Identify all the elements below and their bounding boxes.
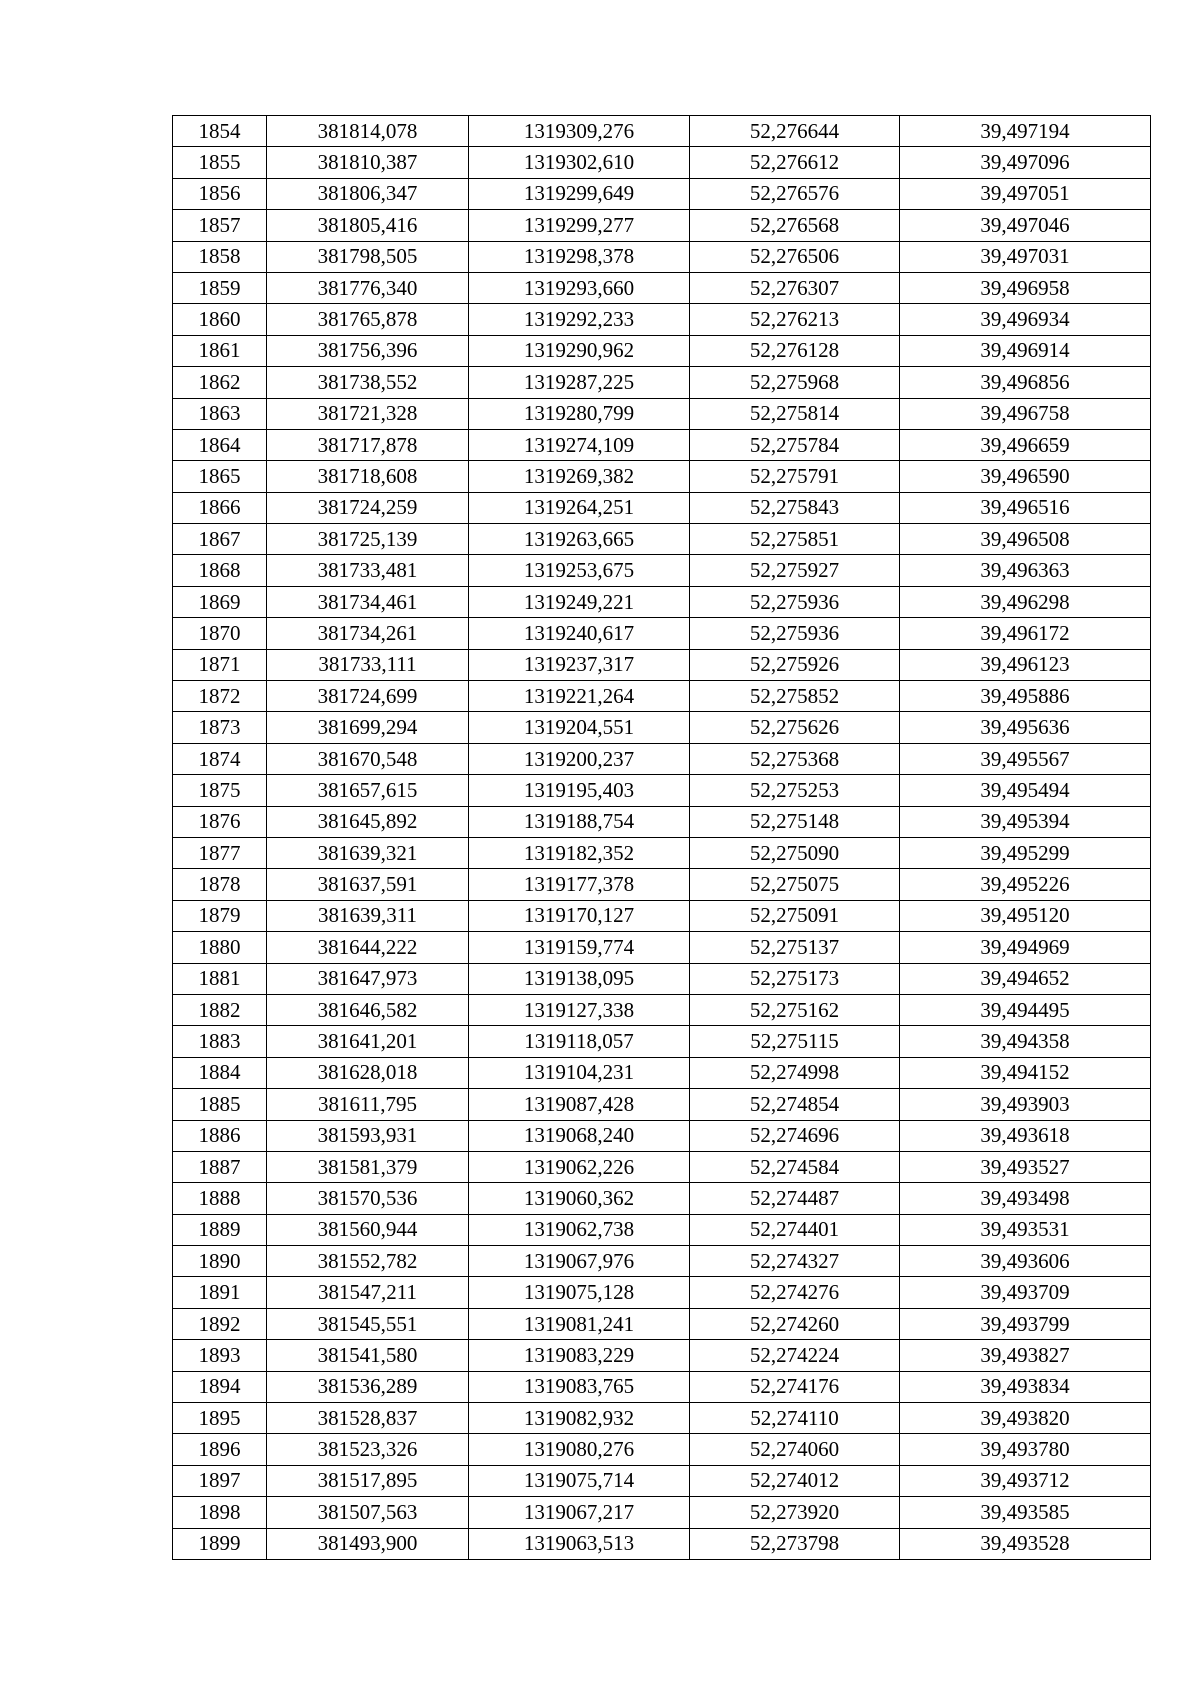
longitude-cell: 39,494358: [900, 1026, 1151, 1057]
y-coordinate-cell: 1319127,338: [469, 994, 690, 1025]
longitude-cell: 39,494652: [900, 963, 1151, 994]
longitude-cell: 39,493618: [900, 1120, 1151, 1151]
table-row: [173, 1497, 1151, 1528]
longitude-cell: 39,496508: [900, 524, 1151, 555]
x-coordinate-cell: 381718,608: [267, 461, 469, 492]
y-coordinate-cell: 1319087,428: [469, 1089, 690, 1120]
longitude-cell: 39,493827: [900, 1340, 1151, 1371]
longitude-cell: 39,496914: [900, 335, 1151, 366]
latitude-cell: 52,275090: [690, 837, 900, 868]
x-coordinate-cell: 381724,259: [267, 492, 469, 523]
x-coordinate-cell: 381699,294: [267, 712, 469, 743]
longitude-cell: 39,497046: [900, 210, 1151, 241]
x-coordinate-cell: 381637,591: [267, 869, 469, 900]
table-row: [173, 869, 1151, 900]
longitude-cell: 39,493498: [900, 1183, 1151, 1214]
y-coordinate-cell: 1319287,225: [469, 367, 690, 398]
point-number-cell: 1870: [173, 618, 267, 649]
x-coordinate-cell: 381523,326: [267, 1434, 469, 1465]
longitude-cell: 39,495567: [900, 743, 1151, 774]
y-coordinate-cell: 1319298,378: [469, 241, 690, 272]
x-coordinate-cell: 381644,222: [267, 932, 469, 963]
longitude-cell: 39,496958: [900, 272, 1151, 303]
table-row: [173, 743, 1151, 774]
latitude-cell: 52,274401: [690, 1214, 900, 1245]
table-row: [173, 1277, 1151, 1308]
table-row: [173, 555, 1151, 586]
table-row: [173, 1057, 1151, 1088]
point-number-cell: 1885: [173, 1089, 267, 1120]
y-coordinate-cell: 1319274,109: [469, 429, 690, 460]
latitude-cell: 52,274060: [690, 1434, 900, 1465]
y-coordinate-cell: 1319062,738: [469, 1214, 690, 1245]
x-coordinate-cell: 381814,078: [267, 116, 469, 147]
point-number-cell: 1890: [173, 1246, 267, 1277]
y-coordinate-cell: 1319159,774: [469, 932, 690, 963]
longitude-cell: 39,494969: [900, 932, 1151, 963]
latitude-cell: 52,274224: [690, 1340, 900, 1371]
longitude-cell: 39,493527: [900, 1151, 1151, 1182]
y-coordinate-cell: 1319138,095: [469, 963, 690, 994]
y-coordinate-cell: 1319280,799: [469, 398, 690, 429]
table-row: [173, 1340, 1151, 1371]
y-coordinate-cell: 1319075,128: [469, 1277, 690, 1308]
point-number-cell: 1878: [173, 869, 267, 900]
latitude-cell: 52,274487: [690, 1183, 900, 1214]
table-row: [173, 429, 1151, 460]
point-number-cell: 1866: [173, 492, 267, 523]
y-coordinate-cell: 1319083,229: [469, 1340, 690, 1371]
latitude-cell: 52,275968: [690, 367, 900, 398]
point-number-cell: 1854: [173, 116, 267, 147]
x-coordinate-cell: 381776,340: [267, 272, 469, 303]
x-coordinate-cell: 381639,321: [267, 837, 469, 868]
latitude-cell: 52,276612: [690, 147, 900, 178]
longitude-cell: 39,496363: [900, 555, 1151, 586]
table-row: [173, 1183, 1151, 1214]
longitude-cell: 39,493799: [900, 1308, 1151, 1339]
longitude-cell: 39,493709: [900, 1277, 1151, 1308]
table-row: [173, 837, 1151, 868]
x-coordinate-cell: 381493,900: [267, 1528, 469, 1559]
longitude-cell: 39,496298: [900, 586, 1151, 617]
table-row: [173, 147, 1151, 178]
x-coordinate-cell: 381570,536: [267, 1183, 469, 1214]
latitude-cell: 52,274176: [690, 1371, 900, 1402]
point-number-cell: 1877: [173, 837, 267, 868]
table-row: [173, 178, 1151, 209]
x-coordinate-cell: 381798,505: [267, 241, 469, 272]
table-row: [173, 1308, 1151, 1339]
point-number-cell: 1886: [173, 1120, 267, 1151]
point-number-cell: 1896: [173, 1434, 267, 1465]
point-number-cell: 1891: [173, 1277, 267, 1308]
table-row: [173, 775, 1151, 806]
latitude-cell: 52,275173: [690, 963, 900, 994]
longitude-cell: 39,495886: [900, 681, 1151, 712]
y-coordinate-cell: 1319062,226: [469, 1151, 690, 1182]
point-number-cell: 1899: [173, 1528, 267, 1559]
latitude-cell: 52,276128: [690, 335, 900, 366]
table-row: [173, 1246, 1151, 1277]
x-coordinate-cell: 381536,289: [267, 1371, 469, 1402]
y-coordinate-cell: 1319068,240: [469, 1120, 690, 1151]
y-coordinate-cell: 1319237,317: [469, 649, 690, 680]
x-coordinate-cell: 381541,580: [267, 1340, 469, 1371]
longitude-cell: 39,496516: [900, 492, 1151, 523]
longitude-cell: 39,496172: [900, 618, 1151, 649]
latitude-cell: 52,273920: [690, 1497, 900, 1528]
point-number-cell: 1893: [173, 1340, 267, 1371]
latitude-cell: 52,275936: [690, 586, 900, 617]
y-coordinate-cell: 1319067,976: [469, 1246, 690, 1277]
latitude-cell: 52,275137: [690, 932, 900, 963]
x-coordinate-cell: 381733,111: [267, 649, 469, 680]
latitude-cell: 52,276506: [690, 241, 900, 272]
longitude-cell: 39,493903: [900, 1089, 1151, 1120]
x-coordinate-cell: 381611,795: [267, 1089, 469, 1120]
table-row: [173, 461, 1151, 492]
longitude-cell: 39,493834: [900, 1371, 1151, 1402]
latitude-cell: 52,274260: [690, 1308, 900, 1339]
table-row: [173, 367, 1151, 398]
longitude-cell: 39,495226: [900, 869, 1151, 900]
x-coordinate-cell: 381646,582: [267, 994, 469, 1025]
y-coordinate-cell: 1319299,649: [469, 178, 690, 209]
latitude-cell: 52,275091: [690, 900, 900, 931]
x-coordinate-cell: 381517,895: [267, 1465, 469, 1496]
latitude-cell: 52,275926: [690, 649, 900, 680]
point-number-cell: 1895: [173, 1403, 267, 1434]
latitude-cell: 52,274276: [690, 1277, 900, 1308]
x-coordinate-cell: 381734,461: [267, 586, 469, 617]
longitude-cell: 39,497051: [900, 178, 1151, 209]
point-number-cell: 1858: [173, 241, 267, 272]
x-coordinate-cell: 381545,551: [267, 1308, 469, 1339]
latitude-cell: 52,275162: [690, 994, 900, 1025]
x-coordinate-cell: 381810,387: [267, 147, 469, 178]
point-number-cell: 1869: [173, 586, 267, 617]
latitude-cell: 52,275936: [690, 618, 900, 649]
y-coordinate-cell: 1319080,276: [469, 1434, 690, 1465]
y-coordinate-cell: 1319182,352: [469, 837, 690, 868]
x-coordinate-cell: 381639,311: [267, 900, 469, 931]
latitude-cell: 52,275368: [690, 743, 900, 774]
longitude-cell: 39,495394: [900, 806, 1151, 837]
latitude-cell: 52,273798: [690, 1528, 900, 1559]
table-row: [173, 1089, 1151, 1120]
point-number-cell: 1868: [173, 555, 267, 586]
latitude-cell: 52,274012: [690, 1465, 900, 1496]
point-number-cell: 1872: [173, 681, 267, 712]
latitude-cell: 52,274110: [690, 1403, 900, 1434]
x-coordinate-cell: 381657,615: [267, 775, 469, 806]
point-number-cell: 1861: [173, 335, 267, 366]
table-row: [173, 272, 1151, 303]
latitude-cell: 52,276213: [690, 304, 900, 335]
x-coordinate-cell: 381645,892: [267, 806, 469, 837]
point-number-cell: 1864: [173, 429, 267, 460]
latitude-cell: 52,275851: [690, 524, 900, 555]
point-number-cell: 1897: [173, 1465, 267, 1496]
y-coordinate-cell: 1319083,765: [469, 1371, 690, 1402]
point-number-cell: 1889: [173, 1214, 267, 1245]
latitude-cell: 52,275814: [690, 398, 900, 429]
table-row: [173, 586, 1151, 617]
x-coordinate-cell: 381641,201: [267, 1026, 469, 1057]
y-coordinate-cell: 1319221,264: [469, 681, 690, 712]
latitude-cell: 52,275927: [690, 555, 900, 586]
longitude-cell: 39,493585: [900, 1497, 1151, 1528]
table-row: [173, 116, 1151, 147]
table-row: [173, 1120, 1151, 1151]
point-number-cell: 1873: [173, 712, 267, 743]
table-row: [173, 649, 1151, 680]
table-row: [173, 712, 1151, 743]
latitude-cell: 52,276644: [690, 116, 900, 147]
table-row: [173, 963, 1151, 994]
x-coordinate-cell: 381717,878: [267, 429, 469, 460]
longitude-cell: 39,493780: [900, 1434, 1151, 1465]
y-coordinate-cell: 1319293,660: [469, 272, 690, 303]
longitude-cell: 39,496856: [900, 367, 1151, 398]
point-number-cell: 1876: [173, 806, 267, 837]
latitude-cell: 52,275075: [690, 869, 900, 900]
latitude-cell: 52,276307: [690, 272, 900, 303]
table-row: [173, 932, 1151, 963]
point-number-cell: 1894: [173, 1371, 267, 1402]
longitude-cell: 39,495299: [900, 837, 1151, 868]
table-row: [173, 1026, 1151, 1057]
table-row: [173, 1371, 1151, 1402]
x-coordinate-cell: 381806,347: [267, 178, 469, 209]
y-coordinate-cell: 1319249,221: [469, 586, 690, 617]
y-coordinate-cell: 1319081,241: [469, 1308, 690, 1339]
table-row: [173, 210, 1151, 241]
longitude-cell: 39,497096: [900, 147, 1151, 178]
y-coordinate-cell: 1319200,237: [469, 743, 690, 774]
longitude-cell: 39,495636: [900, 712, 1151, 743]
latitude-cell: 52,274696: [690, 1120, 900, 1151]
table-row: [173, 304, 1151, 335]
y-coordinate-cell: 1319075,714: [469, 1465, 690, 1496]
table-row: [173, 681, 1151, 712]
longitude-cell: 39,493820: [900, 1403, 1151, 1434]
latitude-cell: 52,275148: [690, 806, 900, 837]
x-coordinate-cell: 381765,878: [267, 304, 469, 335]
longitude-cell: 39,496123: [900, 649, 1151, 680]
y-coordinate-cell: 1319264,251: [469, 492, 690, 523]
latitude-cell: 52,275791: [690, 461, 900, 492]
point-number-cell: 1871: [173, 649, 267, 680]
y-coordinate-cell: 1319177,378: [469, 869, 690, 900]
longitude-cell: 39,496934: [900, 304, 1151, 335]
longitude-cell: 39,495120: [900, 900, 1151, 931]
y-coordinate-cell: 1319253,675: [469, 555, 690, 586]
point-number-cell: 1887: [173, 1151, 267, 1182]
y-coordinate-cell: 1319299,277: [469, 210, 690, 241]
x-coordinate-cell: 381805,416: [267, 210, 469, 241]
longitude-cell: 39,494495: [900, 994, 1151, 1025]
table-row: [173, 1151, 1151, 1182]
longitude-cell: 39,494152: [900, 1057, 1151, 1088]
y-coordinate-cell: 1319104,231: [469, 1057, 690, 1088]
y-coordinate-cell: 1319063,513: [469, 1528, 690, 1559]
table-row: [173, 618, 1151, 649]
y-coordinate-cell: 1319269,382: [469, 461, 690, 492]
x-coordinate-cell: 381593,931: [267, 1120, 469, 1151]
x-coordinate-cell: 381670,548: [267, 743, 469, 774]
point-number-cell: 1862: [173, 367, 267, 398]
longitude-cell: 39,495494: [900, 775, 1151, 806]
latitude-cell: 52,274327: [690, 1246, 900, 1277]
latitude-cell: 52,275253: [690, 775, 900, 806]
x-coordinate-cell: 381725,139: [267, 524, 469, 555]
x-coordinate-cell: 381721,328: [267, 398, 469, 429]
point-number-cell: 1883: [173, 1026, 267, 1057]
latitude-cell: 52,274584: [690, 1151, 900, 1182]
x-coordinate-cell: 381724,699: [267, 681, 469, 712]
point-number-cell: 1884: [173, 1057, 267, 1088]
point-number-cell: 1879: [173, 900, 267, 931]
point-number-cell: 1892: [173, 1308, 267, 1339]
table-row: [173, 524, 1151, 555]
y-coordinate-cell: 1319302,610: [469, 147, 690, 178]
table-row: [173, 900, 1151, 931]
coordinates-table-body: [173, 116, 1151, 1560]
point-number-cell: 1857: [173, 210, 267, 241]
y-coordinate-cell: 1319292,233: [469, 304, 690, 335]
latitude-cell: 52,275843: [690, 492, 900, 523]
x-coordinate-cell: 381552,782: [267, 1246, 469, 1277]
point-number-cell: 1880: [173, 932, 267, 963]
point-number-cell: 1898: [173, 1497, 267, 1528]
table-row: [173, 241, 1151, 272]
point-number-cell: 1855: [173, 147, 267, 178]
x-coordinate-cell: 381507,563: [267, 1497, 469, 1528]
table-row: [173, 1465, 1151, 1496]
latitude-cell: 52,275626: [690, 712, 900, 743]
point-number-cell: 1874: [173, 743, 267, 774]
y-coordinate-cell: 1319240,617: [469, 618, 690, 649]
x-coordinate-cell: 381738,552: [267, 367, 469, 398]
x-coordinate-cell: 381581,379: [267, 1151, 469, 1182]
table-row: [173, 1403, 1151, 1434]
x-coordinate-cell: 381528,837: [267, 1403, 469, 1434]
table-row: [173, 335, 1151, 366]
table-row: [173, 398, 1151, 429]
y-coordinate-cell: 1319067,217: [469, 1497, 690, 1528]
longitude-cell: 39,497194: [900, 116, 1151, 147]
table-row: [173, 994, 1151, 1025]
latitude-cell: 52,276576: [690, 178, 900, 209]
longitude-cell: 39,496659: [900, 429, 1151, 460]
latitude-cell: 52,274998: [690, 1057, 900, 1088]
table-row: [173, 806, 1151, 837]
point-number-cell: 1875: [173, 775, 267, 806]
table-row: [173, 1214, 1151, 1245]
point-number-cell: 1882: [173, 994, 267, 1025]
y-coordinate-cell: 1319082,932: [469, 1403, 690, 1434]
longitude-cell: 39,493528: [900, 1528, 1151, 1559]
table-row: [173, 1528, 1151, 1559]
y-coordinate-cell: 1319195,403: [469, 775, 690, 806]
longitude-cell: 39,497031: [900, 241, 1151, 272]
x-coordinate-cell: 381756,396: [267, 335, 469, 366]
table-row: [173, 1434, 1151, 1465]
point-number-cell: 1865: [173, 461, 267, 492]
point-number-cell: 1881: [173, 963, 267, 994]
longitude-cell: 39,493606: [900, 1246, 1151, 1277]
y-coordinate-cell: 1319118,057: [469, 1026, 690, 1057]
point-number-cell: 1888: [173, 1183, 267, 1214]
y-coordinate-cell: 1319263,665: [469, 524, 690, 555]
x-coordinate-cell: 381560,944: [267, 1214, 469, 1245]
y-coordinate-cell: 1319170,127: [469, 900, 690, 931]
longitude-cell: 39,493712: [900, 1465, 1151, 1496]
x-coordinate-cell: 381734,261: [267, 618, 469, 649]
y-coordinate-cell: 1319188,754: [469, 806, 690, 837]
latitude-cell: 52,274854: [690, 1089, 900, 1120]
point-number-cell: 1859: [173, 272, 267, 303]
coordinates-table: [172, 115, 1151, 1560]
table-row: [173, 492, 1151, 523]
longitude-cell: 39,493531: [900, 1214, 1151, 1245]
y-coordinate-cell: 1319204,551: [469, 712, 690, 743]
point-number-cell: 1867: [173, 524, 267, 555]
latitude-cell: 52,275852: [690, 681, 900, 712]
latitude-cell: 52,275784: [690, 429, 900, 460]
latitude-cell: 52,275115: [690, 1026, 900, 1057]
point-number-cell: 1860: [173, 304, 267, 335]
x-coordinate-cell: 381547,211: [267, 1277, 469, 1308]
longitude-cell: 39,496758: [900, 398, 1151, 429]
x-coordinate-cell: 381647,973: [267, 963, 469, 994]
longitude-cell: 39,496590: [900, 461, 1151, 492]
latitude-cell: 52,276568: [690, 210, 900, 241]
point-number-cell: 1863: [173, 398, 267, 429]
x-coordinate-cell: 381628,018: [267, 1057, 469, 1088]
y-coordinate-cell: 1319290,962: [469, 335, 690, 366]
y-coordinate-cell: 1319060,362: [469, 1183, 690, 1214]
x-coordinate-cell: 381733,481: [267, 555, 469, 586]
point-number-cell: 1856: [173, 178, 267, 209]
y-coordinate-cell: 1319309,276: [469, 116, 690, 147]
